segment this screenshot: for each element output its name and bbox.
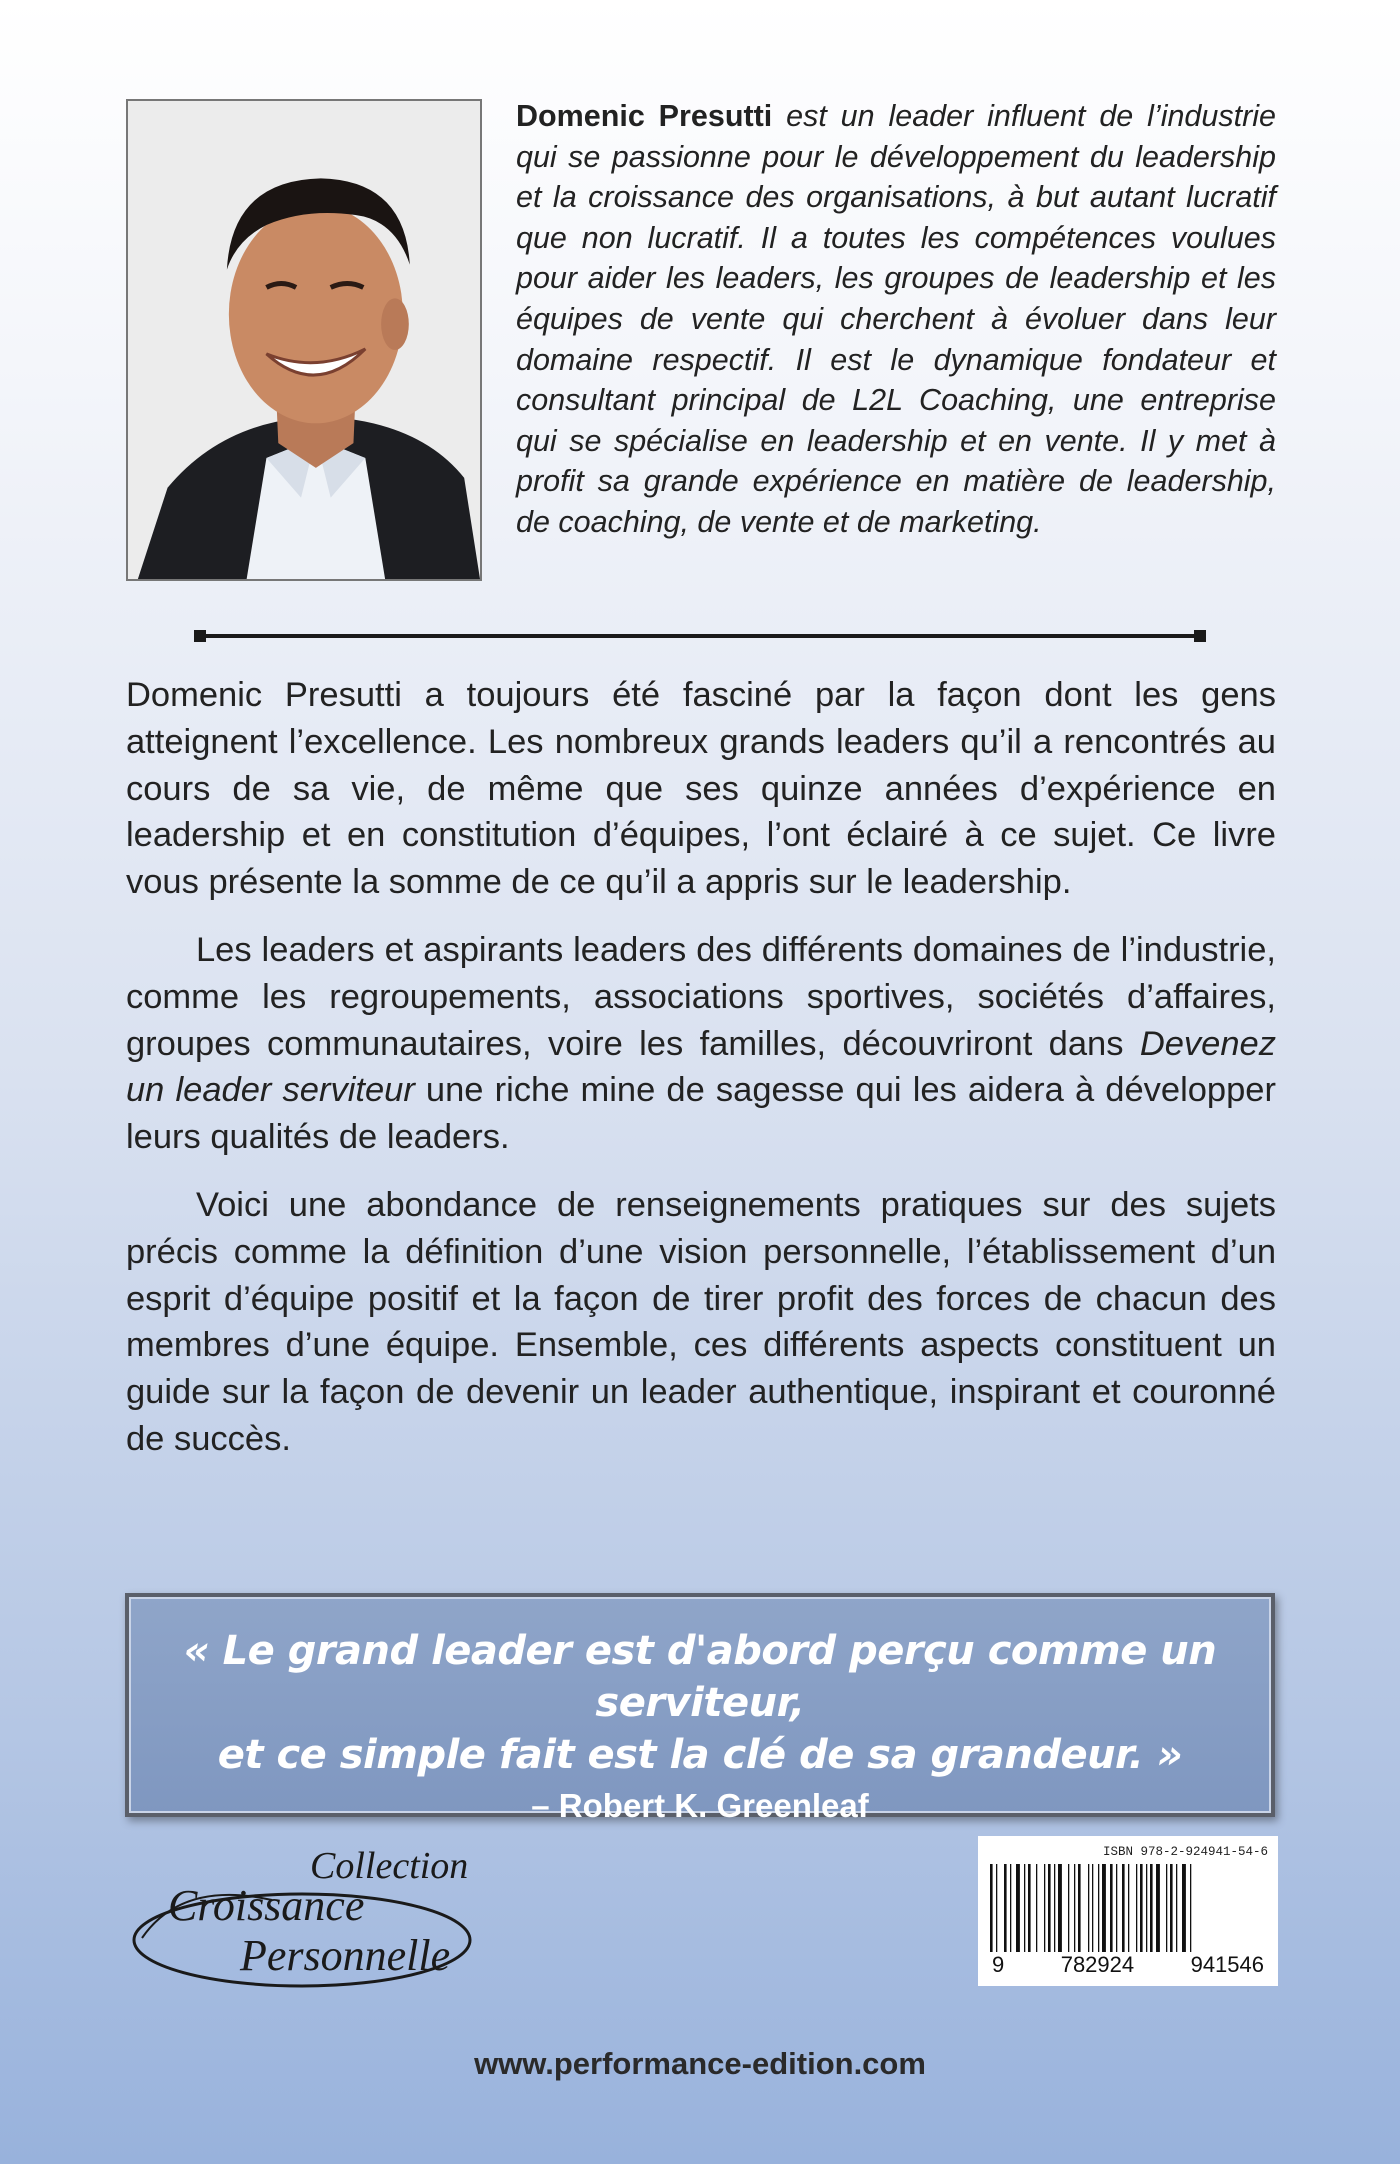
barcode-bar [1074, 1864, 1075, 1952]
barcode-bar [1092, 1864, 1093, 1952]
barcode-bar [1182, 1864, 1186, 1952]
description-paragraph-3: Voici une abondance de renseignements pratiques sur des sujets précis comme la définition d’une vision personnelle, l’établissement d’un esprit d’équipe positif et la façon de tirer profit des forces de chacun des membres d’une équipe. Ensemble, ces différents aspects constituent un guide sur la façon de devenir un leader authentique, inspirant et couronné de succès. [126, 1185, 1276, 1458]
collection-label: Collection [310, 1845, 469, 1887]
barcode-bar [996, 1864, 997, 1952]
barcode-bar [990, 1864, 993, 1952]
collection-word-personnelle: Personnelle [240, 1931, 451, 1980]
barcode-bar [1028, 1864, 1031, 1952]
barcode-bar [1054, 1864, 1055, 1952]
collection-word-croissance: Croissance [168, 1881, 365, 1930]
barcode-bar [1136, 1864, 1137, 1952]
barcode-bars [988, 1864, 1268, 1952]
barcode-bar [1140, 1864, 1143, 1952]
isbn-digits-right: 941546 [1190, 1952, 1264, 1977]
quote-line-1: « Le grand leader est d'abord perçu comme un serviteur, [183, 1628, 1217, 1726]
barcode-bar [1166, 1864, 1167, 1952]
barcode-bar [1110, 1864, 1113, 1952]
isbn-digits [988, 1952, 1268, 1978]
isbn-digit-first: 9 [992, 1952, 1005, 1977]
barcode-bar [1036, 1864, 1037, 1952]
barcode-bar [1078, 1864, 1081, 1952]
barcode-bar [1116, 1864, 1117, 1952]
barcode-bar [1016, 1864, 1020, 1952]
barcode-bar [1176, 1864, 1177, 1952]
quote-line-2: et ce simple fait est la clé de sa grandeur. » [217, 1732, 1183, 1778]
barcode-bar [1044, 1864, 1045, 1952]
isbn-barcode [978, 1836, 1278, 1986]
barcode-bar [1088, 1864, 1089, 1952]
barcode-bar [1102, 1864, 1106, 1952]
barcode-bar [1170, 1864, 1173, 1952]
quote-author: – Robert K. Greenleaf [531, 1787, 869, 1824]
barcode-bar [1058, 1864, 1062, 1952]
quote-box [125, 1593, 1275, 1824]
barcode-bar [1190, 1864, 1191, 1952]
description-paragraph-1: Domenic Presutti a toujours été fasciné par la façon dont les gens atteignent l’excellence. Les nombreux grands leaders qu’il a rencontrés au cours de sa vie, de même que ses quinze années d’expérience en leadership et en constitution d’équipes, l’ont éclairé à ce sujet. Ce livre vous présente la somme de ce qu’il a appris sur le leadership. [126, 676, 1276, 902]
barcode-bar [1010, 1864, 1011, 1952]
barcode-bar [1024, 1864, 1025, 1952]
book-title: Devenez un leader serviteur [126, 1024, 1276, 1110]
book-description [126, 672, 1276, 1484]
barcode-bar [1150, 1864, 1153, 1952]
isbn-digits-left: 782924 [1060, 1952, 1135, 1977]
author-bio [516, 96, 1276, 543]
barcode-bar [1068, 1864, 1069, 1952]
barcode-bar [1098, 1864, 1099, 1952]
publisher-website: www.performance-edition.com [474, 2046, 926, 2081]
author-name: Domenic Presutti [516, 99, 773, 133]
barcode-bar [1156, 1864, 1160, 1952]
barcode-bar [1004, 1864, 1007, 1952]
author-bio-text: est un leader influent de l’industrie qui se passionne pour le développement du leadership et la croissance des organisations, à but autant lucratif que non lucratif. Il a toutes les compétences voulues pour aider les leaders, les groupes de leadership et les équipes de vente qui cherchent à évoluer dans leur domaine respectif. Il est le dynamique fondateur et consultant principal de L2L Coaching, une entreprise qui se spécialise en leadership et en vente. Il y met à profit sa grande expérience en matière de leadership, de coaching, de vente et de marketing. [516, 99, 1276, 539]
author-photo [126, 99, 482, 581]
barcode-bar [1128, 1864, 1129, 1952]
barcode-bar [1146, 1864, 1147, 1952]
barcode-bar [1048, 1864, 1051, 1952]
barcode-bar [1122, 1864, 1125, 1952]
section-divider [200, 634, 1200, 638]
isbn-text: ISBN 978-2-924941-54-6 [1102, 1845, 1268, 1859]
description-paragraph-2: Les leaders et aspirants leaders des différents domaines de l’industrie, comme les regroupements, associations sportives, sociétés d’affaires, groupes communautaires, voire les familles, découvriront dans Devenez un leader serviteur une riche mine de sagesse qui les aidera à développer leurs qualités de leaders. [126, 930, 1276, 1157]
